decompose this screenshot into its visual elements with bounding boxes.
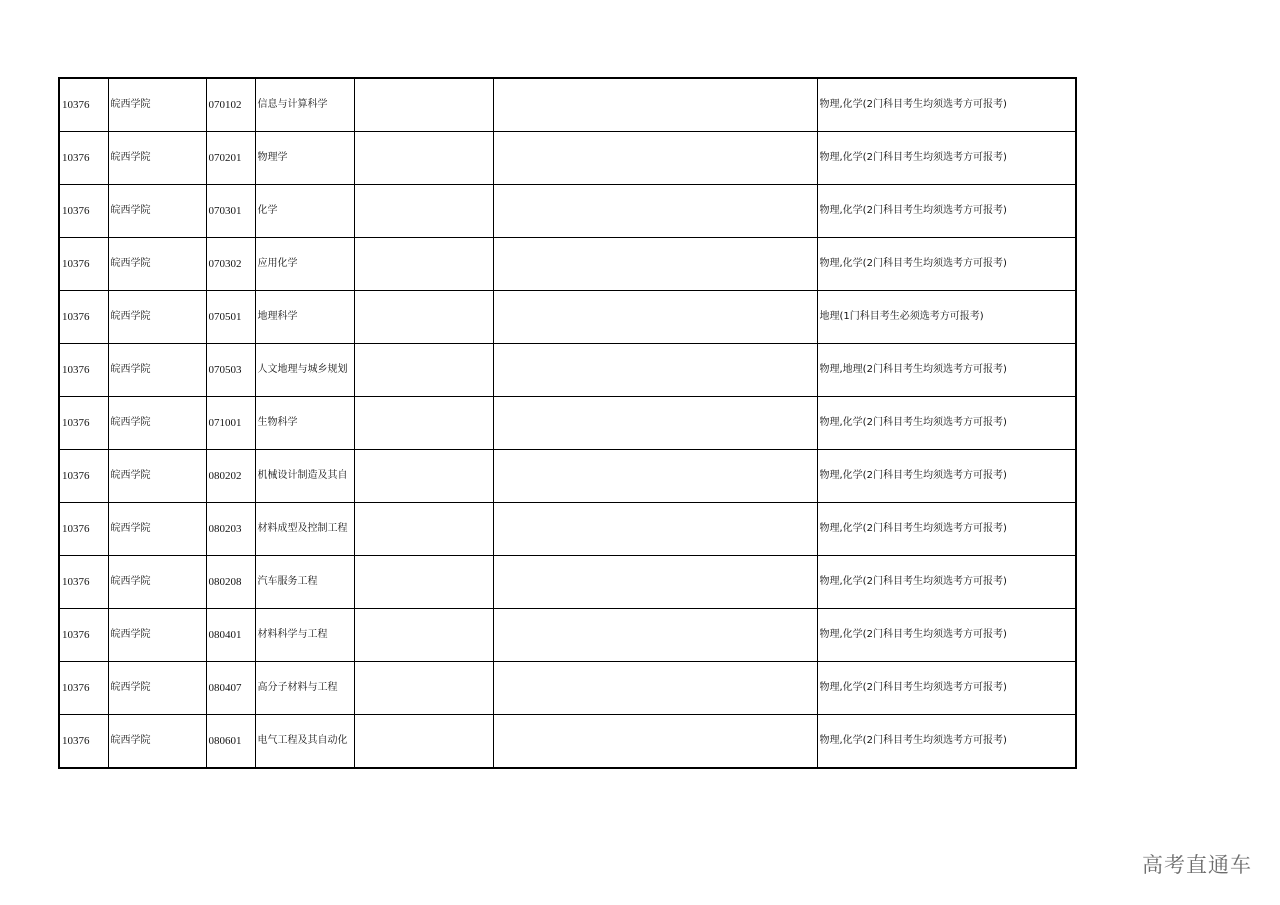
- school-code-cell: 10376: [59, 397, 108, 450]
- empty-cell: [493, 344, 817, 397]
- subject-requirement-cell: 地理(1门科目考生必须选考方可报考): [817, 291, 1076, 344]
- school-code-cell: 10376: [59, 662, 108, 715]
- school-code-cell: 10376: [59, 185, 108, 238]
- major-code-cell: 070301: [206, 185, 255, 238]
- subject-requirement-cell: 物理,化学(2门科目考生均须选考方可报考): [817, 450, 1076, 503]
- major-code-cell: 070501: [206, 291, 255, 344]
- empty-cell: [354, 238, 493, 291]
- empty-cell: [354, 78, 493, 132]
- major-name-cell: 应用化学: [255, 238, 354, 291]
- major-name-cell: 地理科学: [255, 291, 354, 344]
- major-code-cell: 080401: [206, 609, 255, 662]
- table-row: [59, 556, 1076, 609]
- school-code-cell: 10376: [59, 609, 108, 662]
- major-code-cell: 070102: [206, 78, 255, 132]
- major-name-cell: 信息与计算科学: [255, 78, 354, 132]
- major-name-cell: 高分子材料与工程: [255, 662, 354, 715]
- subject-requirement-cell: 物理,化学(2门科目考生均须选考方可报考): [817, 238, 1076, 291]
- major-code-cell: 080202: [206, 450, 255, 503]
- major-code-cell: 080407: [206, 662, 255, 715]
- subject-requirement-cell: 物理,化学(2门科目考生均须选考方可报考): [817, 556, 1076, 609]
- empty-cell: [493, 450, 817, 503]
- subject-requirement-cell: 物理,地理(2门科目考生均须选考方可报考): [817, 344, 1076, 397]
- school-name-cell: 皖西学院: [108, 715, 206, 769]
- major-name-cell: 材料科学与工程: [255, 609, 354, 662]
- school-code-cell: 10376: [59, 344, 108, 397]
- major-name-cell: 化学: [255, 185, 354, 238]
- school-name-cell: 皖西学院: [108, 78, 206, 132]
- empty-cell: [354, 291, 493, 344]
- school-name-cell: 皖西学院: [108, 662, 206, 715]
- empty-cell: [354, 450, 493, 503]
- major-name-cell: 人文地理与城乡规划: [255, 344, 354, 397]
- major-name-cell: 材料成型及控制工程: [255, 503, 354, 556]
- school-code-cell: 10376: [59, 556, 108, 609]
- school-name-cell: 皖西学院: [108, 556, 206, 609]
- empty-cell: [354, 715, 493, 769]
- table-row: [59, 238, 1076, 291]
- major-code-cell: 070201: [206, 132, 255, 185]
- subject-requirement-cell: 物理,化学(2门科目考生均须选考方可报考): [817, 715, 1076, 769]
- major-name-cell: 物理学: [255, 132, 354, 185]
- school-name-cell: 皖西学院: [108, 132, 206, 185]
- major-code-cell: 080203: [206, 503, 255, 556]
- table-row: [59, 185, 1076, 238]
- admission-requirements-table: [58, 77, 1077, 769]
- school-name-cell: 皖西学院: [108, 503, 206, 556]
- school-name-cell: 皖西学院: [108, 291, 206, 344]
- major-name-cell: 汽车服务工程: [255, 556, 354, 609]
- empty-cell: [354, 556, 493, 609]
- table-row: [59, 78, 1076, 132]
- empty-cell: [493, 238, 817, 291]
- table-row: [59, 344, 1076, 397]
- subject-requirement-cell: 物理,化学(2门科目考生均须选考方可报考): [817, 662, 1076, 715]
- table-row: [59, 397, 1076, 450]
- table-row: [59, 503, 1076, 556]
- major-code-cell: 070302: [206, 238, 255, 291]
- table-row: [59, 132, 1076, 185]
- empty-cell: [493, 715, 817, 769]
- subject-requirement-cell: 物理,化学(2门科目考生均须选考方可报考): [817, 132, 1076, 185]
- school-name-cell: 皖西学院: [108, 185, 206, 238]
- table-body: [59, 78, 1076, 768]
- empty-cell: [493, 397, 817, 450]
- school-name-cell: 皖西学院: [108, 397, 206, 450]
- school-code-cell: 10376: [59, 132, 108, 185]
- major-name-cell: 机械设计制造及其自: [255, 450, 354, 503]
- empty-cell: [493, 291, 817, 344]
- school-name-cell: 皖西学院: [108, 238, 206, 291]
- major-code-cell: 080208: [206, 556, 255, 609]
- empty-cell: [493, 78, 817, 132]
- school-code-cell: 10376: [59, 291, 108, 344]
- empty-cell: [354, 132, 493, 185]
- empty-cell: [354, 397, 493, 450]
- empty-cell: [354, 185, 493, 238]
- school-code-cell: 10376: [59, 238, 108, 291]
- major-code-cell: 070503: [206, 344, 255, 397]
- empty-cell: [354, 662, 493, 715]
- school-name-cell: 皖西学院: [108, 450, 206, 503]
- school-code-cell: 10376: [59, 503, 108, 556]
- table-row: [59, 450, 1076, 503]
- major-name-cell: 电气工程及其自动化: [255, 715, 354, 769]
- empty-cell: [493, 503, 817, 556]
- empty-cell: [493, 132, 817, 185]
- empty-cell: [493, 185, 817, 238]
- empty-cell: [493, 556, 817, 609]
- subject-requirement-cell: 物理,化学(2门科目考生均须选考方可报考): [817, 78, 1076, 132]
- school-code-cell: 10376: [59, 78, 108, 132]
- empty-cell: [493, 662, 817, 715]
- empty-cell: [354, 503, 493, 556]
- table-row: [59, 715, 1076, 769]
- school-name-cell: 皖西学院: [108, 609, 206, 662]
- major-code-cell: 080601: [206, 715, 255, 769]
- empty-cell: [354, 344, 493, 397]
- watermark-text: 高考直通车: [1142, 853, 1252, 877]
- table-row: [59, 662, 1076, 715]
- major-code-cell: 071001: [206, 397, 255, 450]
- subject-requirement-cell: 物理,化学(2门科目考生均须选考方可报考): [817, 609, 1076, 662]
- subject-requirement-cell: 物理,化学(2门科目考生均须选考方可报考): [817, 503, 1076, 556]
- school-name-cell: 皖西学院: [108, 344, 206, 397]
- table-row: [59, 291, 1076, 344]
- empty-cell: [493, 609, 817, 662]
- school-code-cell: 10376: [59, 715, 108, 769]
- empty-cell: [354, 609, 493, 662]
- subject-requirement-cell: 物理,化学(2门科目考生均须选考方可报考): [817, 185, 1076, 238]
- school-code-cell: 10376: [59, 450, 108, 503]
- major-name-cell: 生物科学: [255, 397, 354, 450]
- table-row: [59, 609, 1076, 662]
- subject-requirement-cell: 物理,化学(2门科目考生均须选考方可报考): [817, 397, 1076, 450]
